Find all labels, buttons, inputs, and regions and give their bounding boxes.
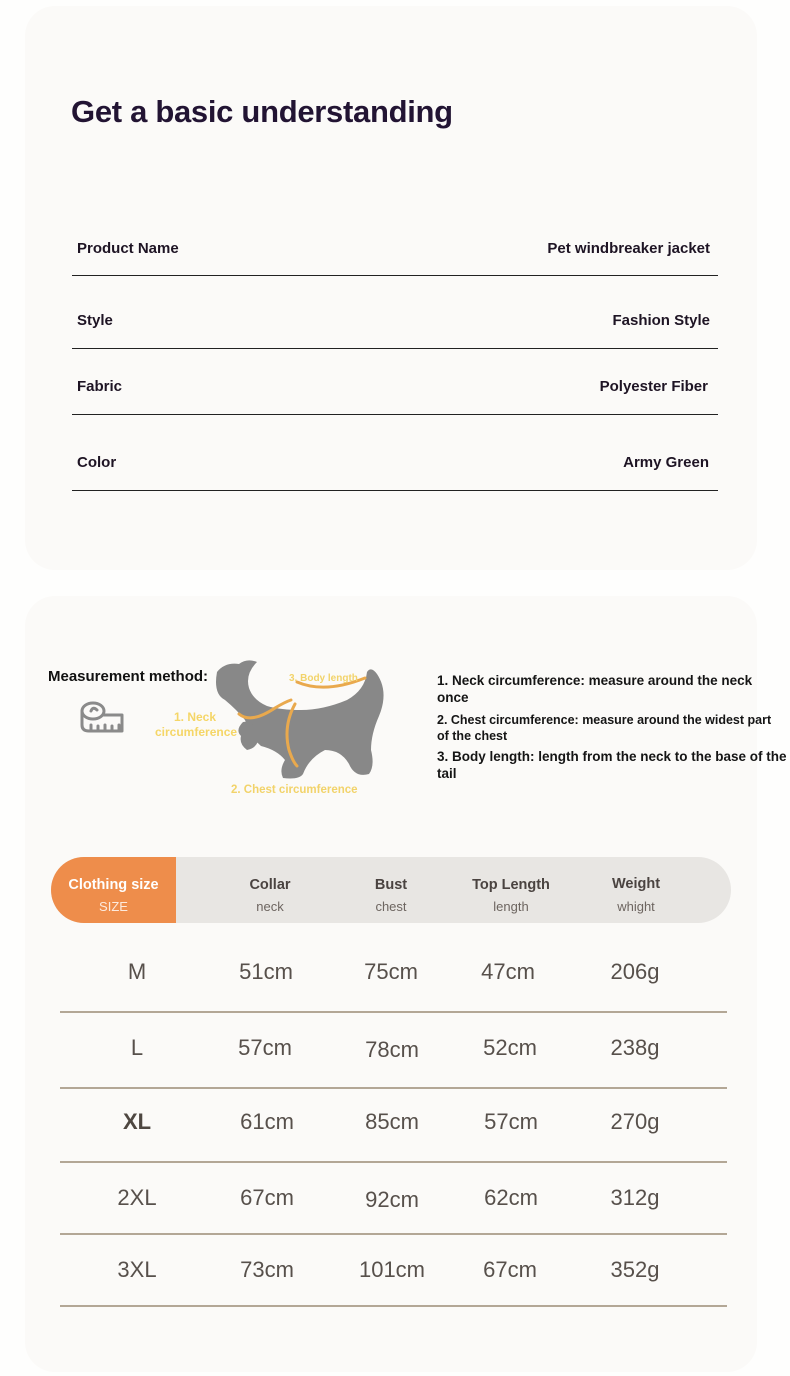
measurement-step: 1. Neck circumference: measure around the neck once	[437, 673, 753, 705]
cell-bust: 101cm	[358, 1257, 426, 1282]
measurement-step: 2. Chest circumference: measure around the widest part of the chest	[437, 713, 772, 743]
diagram-label-chest: 2. Chest circumference	[231, 784, 358, 796]
info-label: Color	[77, 454, 117, 471]
cell-collar: 57cm	[238, 1035, 292, 1060]
cell-weight: 270g	[610, 1109, 660, 1134]
measurement-title: Measurement method:	[48, 668, 209, 685]
cell-collar: 51cm	[239, 959, 293, 984]
table-row	[60, 1087, 727, 1163]
cell-top-length: 57cm	[484, 1109, 538, 1134]
cell-bust: 92cm	[365, 1187, 419, 1212]
measurement-step: 3. Body length: length from the neck to the base of the tail	[437, 749, 787, 781]
info-row-fabric	[72, 348, 718, 415]
header-main: Weight	[611, 876, 661, 892]
cell-weight: 238g	[610, 1035, 660, 1060]
measuring-tape-icon	[79, 700, 125, 734]
header-bust	[336, 857, 446, 923]
cell-bust: 75cm	[364, 959, 418, 984]
cell-top-length: 62cm	[484, 1185, 538, 1210]
header-sub: SIZE	[99, 899, 128, 914]
header-sub: neck	[256, 899, 284, 914]
header-sub: chest	[375, 899, 407, 914]
cell-top-length: 67cm	[483, 1257, 537, 1282]
info-row-style	[72, 275, 718, 349]
diagram-label-neck: 1. Neck circumference	[155, 710, 238, 739]
header-main: Collar	[249, 877, 291, 893]
table-row	[60, 937, 727, 1013]
cell-collar: 67cm	[240, 1185, 294, 1210]
cell-size: 2XL	[117, 1185, 157, 1210]
section-title: Get a basic understanding	[71, 94, 453, 129]
info-label: Fabric	[77, 378, 123, 395]
header-weight	[581, 857, 691, 923]
header-top-length	[456, 857, 566, 923]
diagram-label-body: 3. Body length	[289, 673, 358, 684]
info-row-product-name	[72, 232, 718, 276]
header-sub: whight	[617, 899, 655, 914]
table-row	[60, 1013, 727, 1089]
cell-size: XL	[122, 1109, 152, 1134]
info-label: Product Name	[77, 240, 179, 257]
size-guide-card	[25, 596, 787, 1372]
cell-collar: 73cm	[240, 1257, 294, 1282]
header-main: Bust	[374, 877, 408, 893]
header-clothing-size	[51, 857, 176, 923]
table-row	[60, 1163, 727, 1235]
table-row	[60, 1235, 727, 1307]
cell-size: L	[130, 1035, 144, 1060]
cell-collar: 61cm	[240, 1109, 294, 1134]
cell-size: M	[127, 959, 147, 984]
header-sub: length	[493, 899, 529, 914]
info-label: Style	[77, 312, 113, 329]
basic-info-card	[25, 6, 757, 570]
header-main: Top Length	[472, 877, 550, 893]
cell-size: 3XL	[117, 1257, 157, 1282]
info-value: Polyester Fiber	[599, 378, 708, 395]
header-collar	[215, 857, 325, 923]
cell-bust: 85cm	[365, 1109, 419, 1134]
info-value: Army Green	[623, 454, 709, 471]
cell-weight: 312g	[610, 1185, 660, 1210]
cell-bust: 78cm	[365, 1037, 419, 1062]
cell-top-length: 52cm	[483, 1035, 537, 1060]
cell-weight: 352g	[610, 1257, 660, 1282]
info-row-color	[72, 414, 718, 491]
cell-weight: 206g	[610, 959, 660, 984]
info-value: Pet windbreaker jacket	[547, 240, 710, 257]
header-main: Clothing size	[68, 877, 159, 893]
size-table-header	[51, 857, 731, 923]
info-value: Fashion Style	[612, 312, 710, 329]
cell-top-length: 47cm	[481, 959, 535, 984]
